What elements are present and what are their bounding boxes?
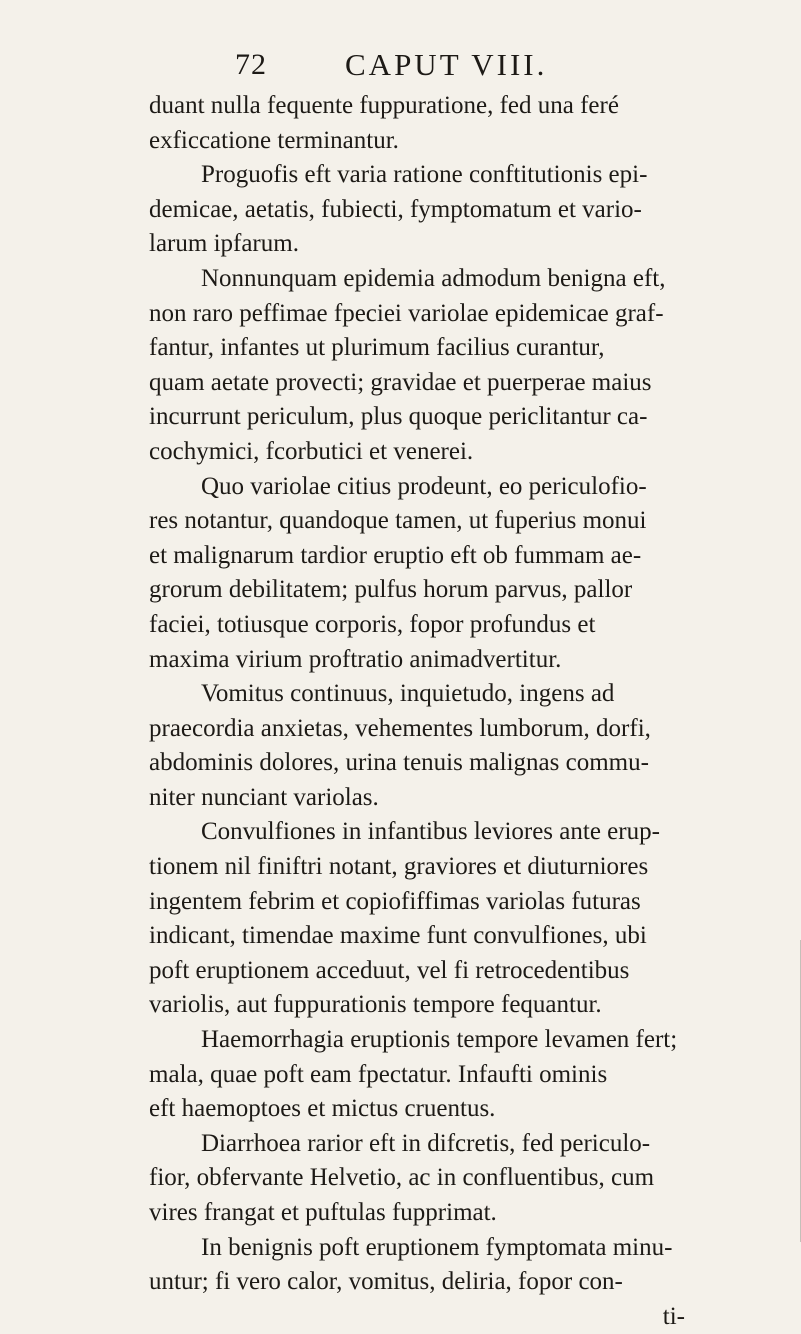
text-line: fior, obfervante Helvetio, ac in confluentibus, cum xyxy=(149,1164,655,1192)
text-line: indicant, timendae maxime funt convulfiones, ubi xyxy=(149,922,647,950)
text-line: praecordia anxietas, vehementes lumborum, dorfi, xyxy=(149,714,651,742)
text-line: faciei, totiusque corporis, fopor profundus et xyxy=(149,610,596,638)
text-line: et malignarum tardior eruptio eft ob fummam ae- xyxy=(149,541,642,569)
text-line: cochymici, fcorbutici et venerei. xyxy=(149,437,474,465)
text-line: poft eruptionem acceduut, vel fi retrocedentibus xyxy=(149,956,630,984)
text-line: demicae, aetatis, fubiecti, fymptomatum et vario- xyxy=(149,195,642,223)
catchword: ti- xyxy=(662,1302,685,1330)
paragraph-start-line: Nonnunquam epidemia admodum benigna eft, xyxy=(201,264,666,292)
text-line: exficcatione terminantur. xyxy=(149,126,399,154)
running-head: CAPUT VIII. xyxy=(345,47,548,82)
text-line: niter nunciant variolas. xyxy=(149,783,379,811)
text-line: non raro peffimae fpeciei variolae epidemicae graf- xyxy=(149,299,664,327)
text-line: maxima virium proftratio animadvertitur. xyxy=(149,645,562,673)
text-line: res notantur, quandoque tamen, ut fuperius monui xyxy=(149,507,647,535)
catchword-line xyxy=(149,1300,709,1334)
text-line: variolis, aut fuppurationis tempore fequantur. xyxy=(149,991,602,1019)
text-line: duant nulla fequente fuppuratione, fed una feré xyxy=(149,92,619,119)
body-text xyxy=(149,89,709,1334)
page-number: 72 xyxy=(235,48,267,81)
text-line: eft haemoptoes et mictus cruentus. xyxy=(149,1095,496,1123)
text-line: larum ipfarum. xyxy=(149,230,299,258)
text-line: vires frangat et puftulas fupprimat. xyxy=(149,1199,497,1226)
text-line: quam aetate provecti; gravidae et puerperae maius xyxy=(149,368,652,396)
text-line: ingentem febrim et copiofiffimas variolas futuras xyxy=(149,887,641,915)
text-line: tionem nil finiftri notant, graviores et diuturniores xyxy=(149,853,649,881)
text-line: untur; fi vero calor, vomitus, deliria, fopor con- xyxy=(149,1268,623,1296)
paragraph-start-line: Quo variolae citius prodeunt, eo periculofio- xyxy=(201,472,647,500)
paragraph-start-line: In benignis poft eruptionem fymptomata minu- xyxy=(201,1233,673,1261)
text-line: abdominis dolores, urina tenuis malignas commu- xyxy=(149,749,649,777)
paragraph-start-line: Proguofis eft varia ratione conftitutionis epi- xyxy=(201,161,648,189)
page-header xyxy=(0,47,801,92)
paragraph-start-line: Convulfiones in infantibus leviores ante erup- xyxy=(201,818,660,846)
paragraph-start-line: Haemorrhagia eruptionis tempore levamen fert; xyxy=(201,1026,678,1054)
text-line: mala, quae poft eam fpectatur. Infaufti ominis xyxy=(149,1060,608,1088)
paragraph-start-line: Diarrhoea rarior eft in difcretis, fed periculo- xyxy=(201,1129,651,1157)
text-line: grorum debilitatem; pulfus horum parvus, pallor xyxy=(149,576,633,604)
paragraph-start-line: Vomitus continuus, inquietudo, ingens ad xyxy=(201,680,615,708)
text-line: incurrunt periculum, plus quoque periclitantur ca- xyxy=(149,403,648,431)
text-line: fantur, infantes ut plurimum facilius curantur, xyxy=(149,334,605,362)
